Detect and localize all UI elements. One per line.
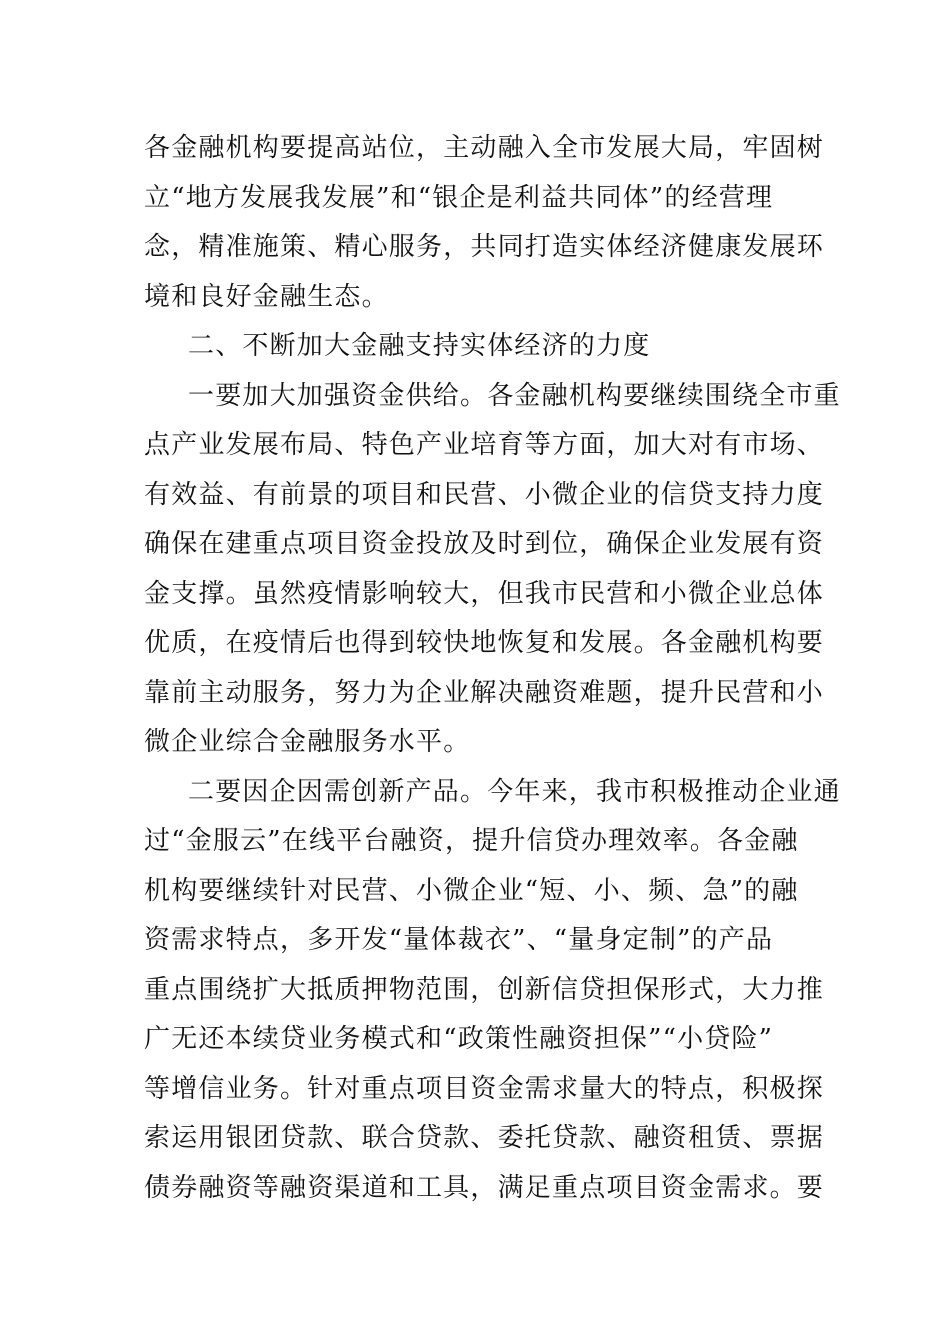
text-line: 资需求特点，多开发“量体裁衣”、“量身定制”的产品 — [144, 925, 774, 955]
section-heading: 二、不断加大金融支持实体经济的力度 — [188, 331, 651, 361]
text-line: 债券融资等融资渠道和工具，满足重点项目资金需求。要 — [144, 1172, 825, 1203]
text-line: 点产业发展布局、特色产业培育等方面，加大对有市场、 — [144, 430, 825, 460]
text-line: 各金融机构要提高站位，主动融入全市发展大局，牢固树 — [144, 133, 825, 163]
text-line: 微企业综合金融服务水平。 — [144, 727, 471, 757]
text-line: 立“地方发展我发展”和“银企是利益共同体”的经营理 — [144, 182, 774, 213]
text-line: 境和良好金融生态。 — [144, 281, 389, 312]
body-text — [144, 124, 841, 1213]
text-line: 一要加大加强资金供给。各金融机构要继续围绕全市重 — [188, 380, 841, 411]
text-line: 过“金服云”在线平台融资，提升信贷办理效率。各金融 — [144, 826, 799, 856]
text-line: 金支撑。虽然疫情影响较大，但我市民营和小微企业总体 — [144, 578, 825, 609]
text-line: 索运用银团贷款、联合贷款、委托贷款、融资租赁、票据 — [144, 1123, 825, 1153]
text-line: 二要因企因需创新产品。今年来，我市积极推动企业通 — [188, 776, 841, 807]
text-line: 念，精准施策、精心服务，共同打造实体经济健康发展环 — [144, 232, 825, 262]
text-line: 确保在建重点项目资金投放及时到位，确保企业发展有资 — [144, 529, 825, 559]
text-line: 靠前主动服务，努力为企业解决融资难题，提升民营和小 — [144, 677, 825, 708]
text-line: 优质，在疫情后也得到较快地恢复和发展。各金融机构要 — [144, 628, 825, 658]
text-line: 重点围绕扩大抵质押物范围，创新信贷担保形式，大力推 — [144, 974, 825, 1005]
text-line: 机构要继续针对民营、小微企业“短、小、频、急”的融 — [144, 875, 799, 906]
text-line: 广无还本续贷业务模式和“政策性融资担保”“小贷险” — [144, 1024, 774, 1054]
text-line: 等增信业务。针对重点项目资金需求量大的特点，积极探 — [144, 1073, 825, 1104]
text-line: 有效益、有前景的项目和民营、小微企业的信贷支持力度 — [144, 479, 825, 510]
